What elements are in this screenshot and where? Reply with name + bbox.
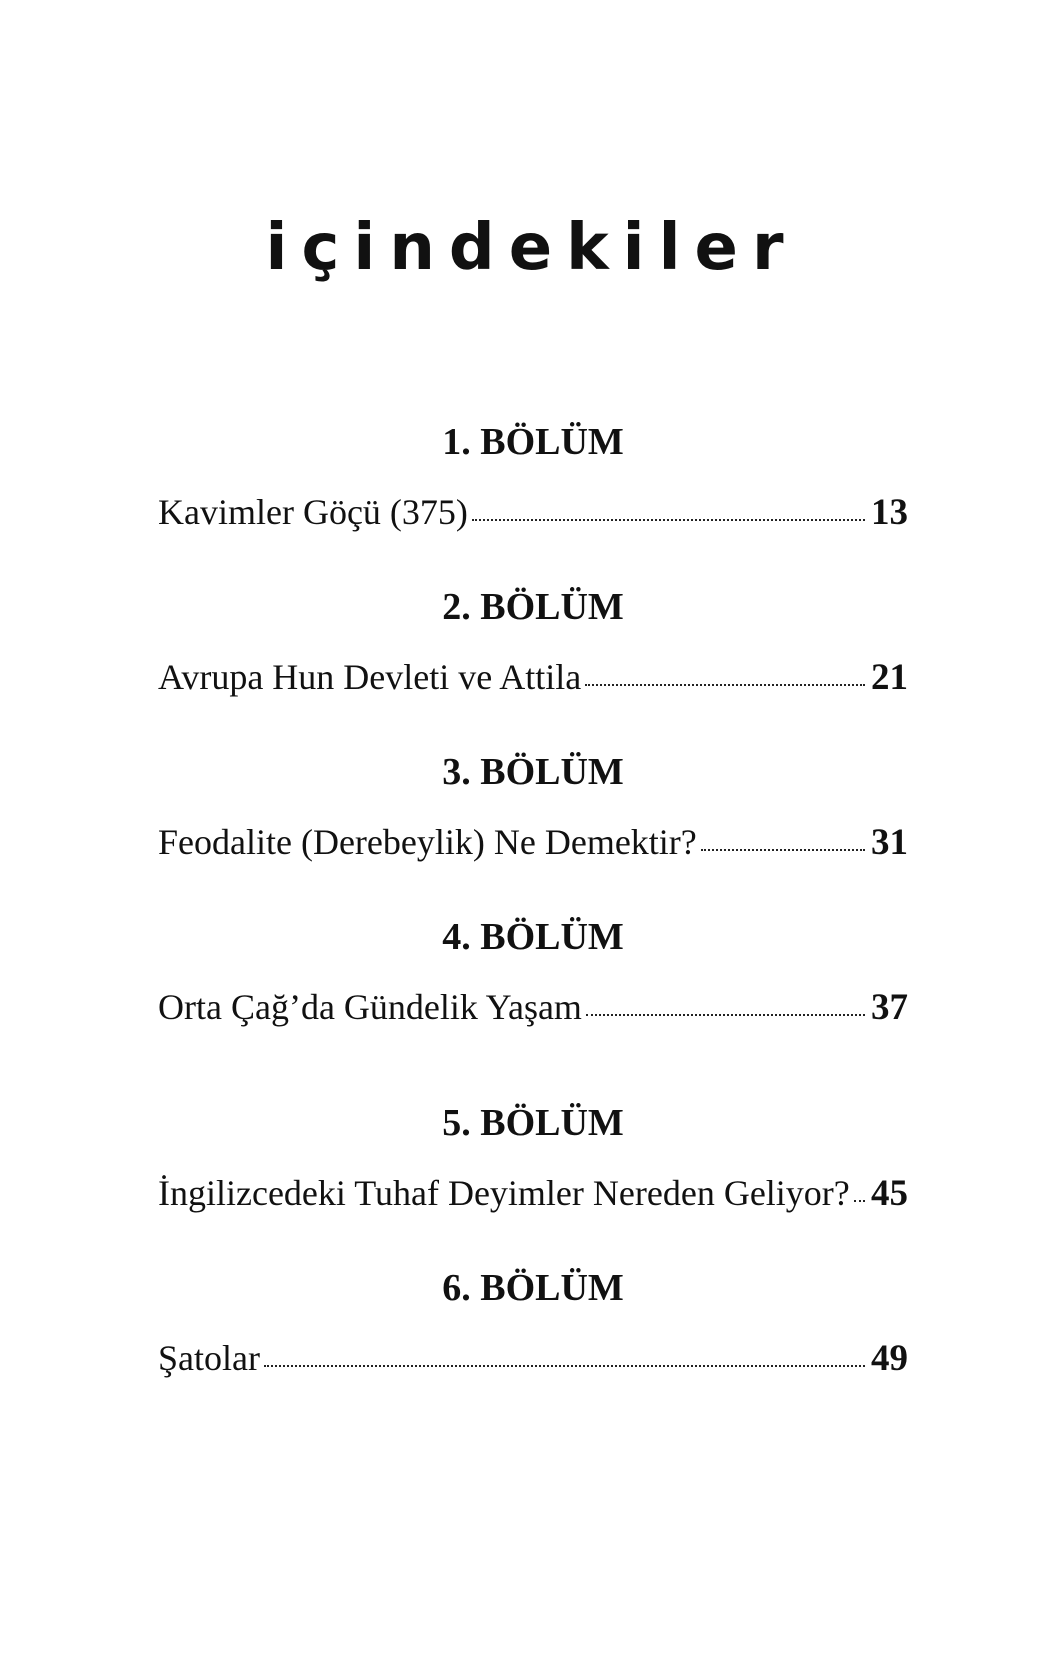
- entry-page-number: 13: [871, 492, 908, 533]
- entry-page-number: 45: [871, 1173, 908, 1214]
- chapter-heading: 6. BÖLÜM: [442, 1267, 624, 1309]
- table-of-contents: [158, 0, 908, 1654]
- dot-leader: [701, 848, 865, 851]
- chapter-heading: 3. BÖLÜM: [442, 751, 624, 793]
- toc-entry[interactable]: [158, 983, 908, 1032]
- toc-entry[interactable]: [158, 653, 908, 702]
- toc-entry[interactable]: [158, 818, 908, 867]
- toc-entry[interactable]: [158, 488, 908, 537]
- entry-page-number: 37: [871, 987, 908, 1028]
- chapter-heading: 1. BÖLÜM: [442, 421, 624, 463]
- entry-title: Orta Çağ’da Gündelik Yaşam: [158, 987, 582, 1027]
- entry-title: Şatolar: [158, 1338, 260, 1378]
- entry-title: İngilizcedeki Tuhaf Deyimler Nereden Geliyor?: [158, 1173, 850, 1213]
- dot-leader: [854, 1199, 865, 1202]
- entry-page-number: 21: [871, 657, 908, 698]
- dot-leader: [586, 1013, 865, 1016]
- entry-title: Feodalite (Derebeylik) Ne Demektir?: [158, 822, 697, 862]
- chapter-heading: 4. BÖLÜM: [442, 916, 624, 958]
- page-title: içindekiler: [265, 211, 798, 285]
- toc-entry[interactable]: [158, 1169, 908, 1218]
- dot-leader: [472, 518, 865, 521]
- entry-page-number: 49: [871, 1338, 908, 1379]
- entry-title: Avrupa Hun Devleti ve Attila: [158, 657, 582, 697]
- entry-page-number: 31: [871, 822, 908, 863]
- chapter-heading: 2. BÖLÜM: [442, 586, 624, 628]
- chapter-heading: 5. BÖLÜM: [442, 1102, 624, 1144]
- dot-leader: [585, 683, 865, 686]
- toc-entry[interactable]: [158, 1334, 908, 1383]
- dot-leader: [264, 1364, 865, 1367]
- entry-title: Kavimler Göçü (375): [158, 492, 468, 532]
